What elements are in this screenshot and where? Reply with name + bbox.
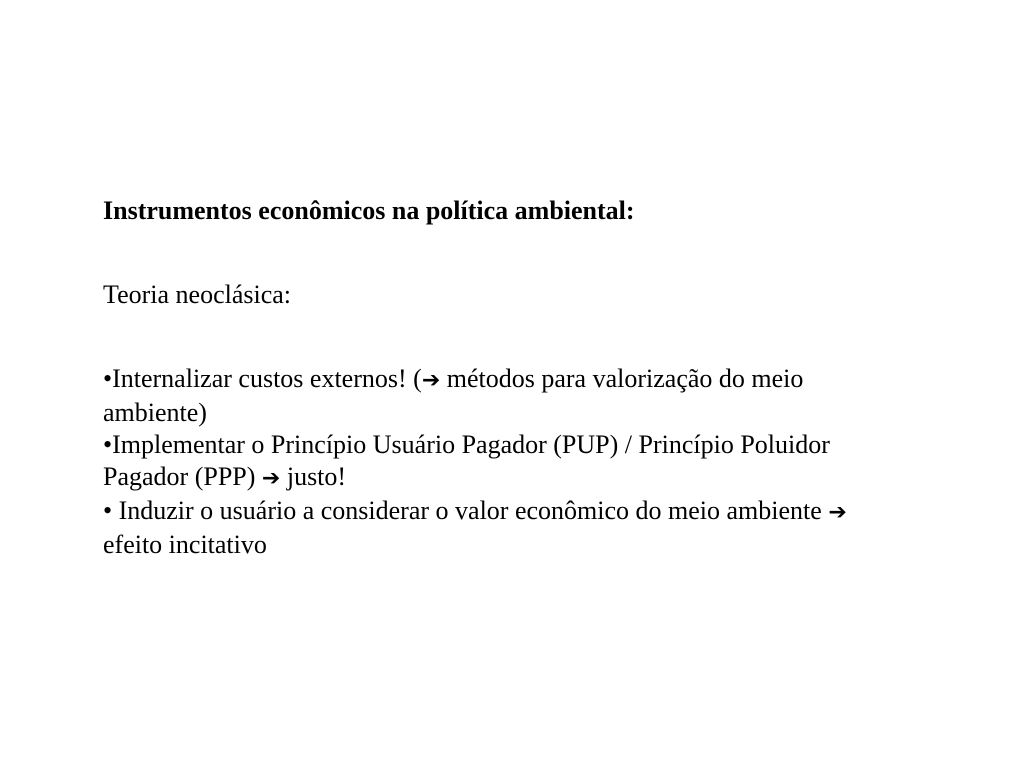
bullet-text-end: efeito incitativo xyxy=(103,530,267,559)
bullet-text-end: justo! xyxy=(280,462,347,491)
bullet-text-end: métodos para valorização do meio ambiente) xyxy=(103,364,804,427)
slide-title: Instrumentos econômicos na política ambiental: xyxy=(103,196,635,225)
bullet-item-induzir xyxy=(103,495,863,561)
arrow-right-icon: ➔ xyxy=(421,368,441,393)
bullet-list xyxy=(103,363,863,561)
arrow-right-icon: ➔ xyxy=(261,466,281,491)
bullet-item-internalizar xyxy=(103,363,863,429)
bullet-text-start: •Implementar o Princípio Usuário Pagador (PUP) / Princípio Poluidor Pagador (PPP) xyxy=(103,430,830,491)
bullet-text-start: • Induzir o usuário a considerar o valor econômico do meio ambiente xyxy=(103,496,829,525)
slide-content xyxy=(103,195,863,561)
arrow-right-icon: ➔ xyxy=(828,500,847,525)
slide-subtitle: Teoria neoclásica: xyxy=(103,280,292,309)
bullet-text-start: •Internalizar custos externos! ( xyxy=(103,364,422,393)
bullet-item-implementar xyxy=(103,429,863,495)
